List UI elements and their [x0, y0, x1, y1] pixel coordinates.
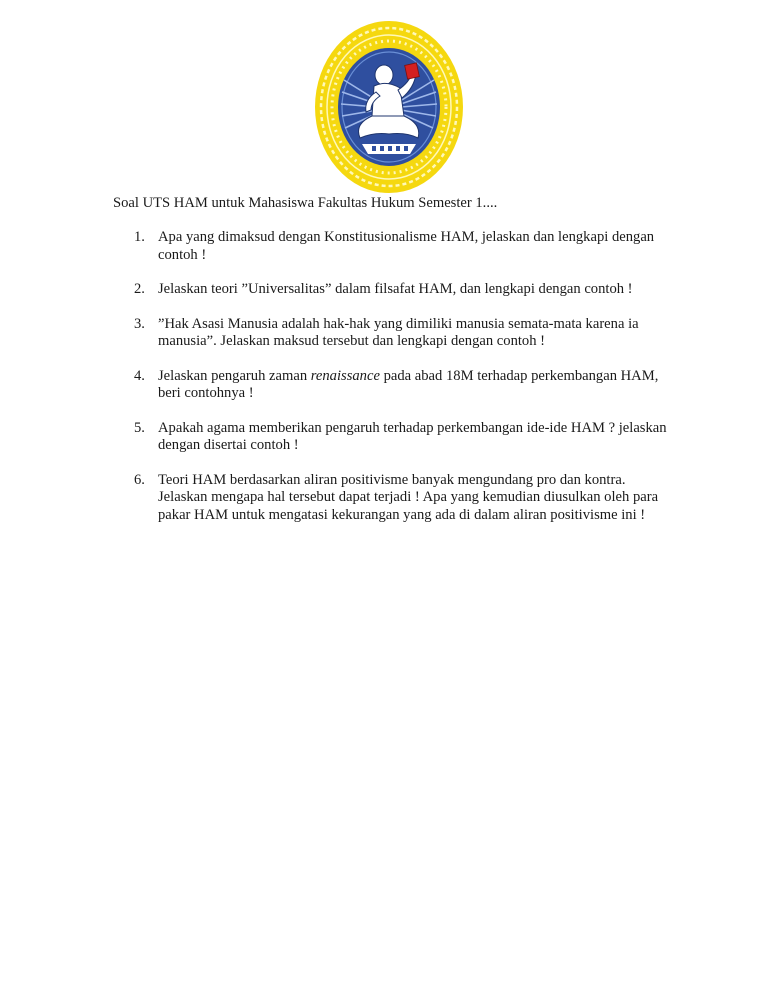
question-text: Teori HAM berdasarkan aliran positivisme banyak mengundang pro dan kontra. Jelaskan mengapa hal tersebut dapat terjadi ! Apa yang kemudian diusulkan oleh para pakar HAM untuk mengatasi kekurangan yang ada di dalam aliran positivisme ini !	[158, 471, 659, 523]
question-number: 5.	[134, 419, 145, 436]
question-text: Apa yang dimaksud dengan Konstitusionalisme HAM, jelaskan dan lengkapi dengan contoh !	[158, 229, 655, 263]
university-seal-icon	[314, 20, 464, 194]
question-text	[158, 368, 658, 402]
question-number: 1.	[134, 229, 145, 245]
question-text-italic: renaissance	[310, 367, 380, 384]
question-item-6	[113, 472, 673, 525]
university-seal-logo	[314, 20, 464, 194]
question-text-before: Jelaskan pengaruh zaman	[158, 367, 311, 384]
question-text: Apakah agama memberikan pengaruh terhadap perkembangan ide-ide HAM ? jelaskan dengan disertai contoh !	[158, 419, 667, 453]
question-item-4	[113, 368, 673, 403]
question-list	[113, 229, 673, 541]
question-item-3	[113, 316, 673, 351]
question-number: 2.	[134, 281, 145, 297]
question-text: ”Hak Asasi Manusia adalah hak-hak yang dimiliki manusia semata-mata karena ia manusia”. Jelaskan maksud tersebut dan lengkapi dengan contoh !	[158, 315, 639, 349]
question-item-5	[113, 420, 673, 455]
question-item-2	[113, 281, 673, 299]
question-number: 3.	[134, 315, 145, 332]
document-title: Soal UTS HAM untuk Mahasiswa Fakultas Hukum Semester 1....	[113, 195, 498, 211]
question-item-1	[113, 229, 673, 264]
question-text-after: pada abad 18M terhadap perkembangan HAM, beri contohnya !	[158, 367, 659, 401]
question-number: 4.	[134, 367, 145, 384]
question-number: 6.	[134, 471, 145, 488]
question-text: Jelaskan teori ”Universalitas” dalam filsafat HAM, dan lengkapi dengan contoh !	[158, 281, 633, 297]
